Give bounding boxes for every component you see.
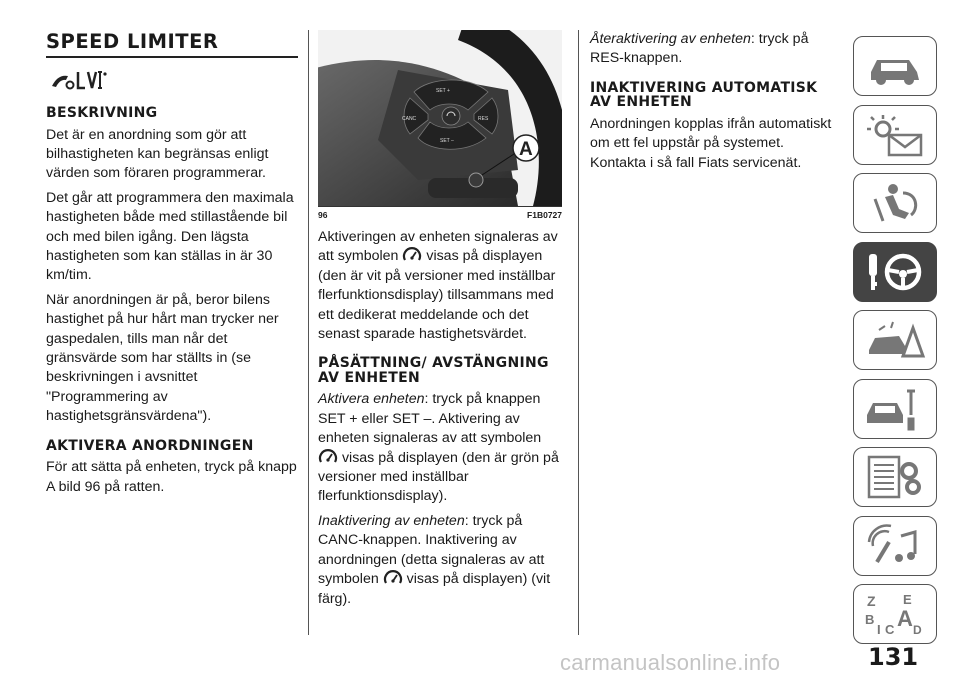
car-icon bbox=[863, 42, 927, 90]
emergency-icon bbox=[863, 316, 927, 364]
svg-text:Z: Z bbox=[867, 593, 876, 609]
svg-text:D: D bbox=[913, 623, 922, 637]
tab-multimedia[interactable] bbox=[853, 516, 937, 576]
inaktivering-enheten-paragraph bbox=[318, 512, 562, 609]
speed-limiter-icon bbox=[318, 449, 338, 465]
inaktivering-enheten-text: : tryck på CANC-knappen. Inaktivering av anordningen (detta signaleras av att symbolen bbox=[318, 512, 545, 588]
set-minus-label: SET – bbox=[440, 138, 454, 144]
svg-text:A: A bbox=[897, 606, 913, 631]
speed-limiter-icon bbox=[402, 247, 422, 263]
tab-starting-driving[interactable] bbox=[853, 242, 937, 302]
title-rule bbox=[46, 56, 298, 58]
tab-technical-data[interactable] bbox=[853, 447, 937, 507]
canc-label: CANC bbox=[402, 116, 417, 122]
svg-text:B: B bbox=[865, 612, 875, 627]
svg-text:E: E bbox=[903, 592, 912, 607]
indication-paragraph bbox=[318, 228, 562, 344]
page-number: 131 bbox=[868, 643, 919, 671]
speed-limiter-button-a bbox=[469, 173, 483, 187]
speed-limiter-icon bbox=[48, 66, 298, 94]
column-divider bbox=[578, 30, 579, 635]
column-middle bbox=[318, 30, 562, 614]
figure-number: 96 bbox=[318, 210, 328, 220]
car-service-icon bbox=[863, 385, 927, 433]
page-title: SPEED LIMITER bbox=[46, 30, 219, 53]
tab-emergency[interactable] bbox=[853, 310, 937, 370]
figure-caption bbox=[318, 207, 562, 228]
beskrivning-p2: Det går att programmera den maximala hastigheten både med stillastående bil och med bilen igång. Den lägsta hastigheten som kan ställas in är 30 km/tim. bbox=[46, 189, 294, 284]
warning-light-icon bbox=[863, 111, 927, 159]
callout-a-label: A bbox=[519, 139, 533, 160]
inaktivering-p1: Anordningen kopplas ifrån automatiskt om ett fel uppstår på systemet. Kontakta i så fall Fiats servicenät. bbox=[590, 115, 832, 171]
column-divider bbox=[308, 30, 309, 635]
inaktivering-enheten-label: Inaktivering av enheten bbox=[318, 512, 465, 529]
column-right bbox=[590, 30, 840, 178]
heading-pasattning: PÅSÄTTNING/ AVSTÄNGNING AV ENHETEN bbox=[318, 355, 549, 386]
speed-limiter-icon bbox=[383, 570, 403, 586]
ateraktivering-paragraph bbox=[590, 30, 840, 69]
multimedia-icon bbox=[863, 522, 927, 570]
indication-text-after: visas på displayen (den är vit på versioner med inställbar flerfunktionsdisplay) tillsammans med ett dedikerat meddelande och det senast sparade hastighetsvärdet. bbox=[318, 248, 556, 343]
key-steering-wheel-icon bbox=[863, 248, 927, 296]
seat-airbag-icon bbox=[863, 179, 927, 227]
index-icon bbox=[863, 590, 927, 638]
steering-wheel-figure bbox=[318, 30, 562, 206]
tab-index[interactable] bbox=[853, 584, 937, 644]
aktivera-enheten-after: visas på displayen (den är grön på versioner med inställbar flerfunktionsdisplay). bbox=[318, 449, 559, 505]
chapter-tabs bbox=[853, 36, 937, 653]
indication-text-before: Aktiveringen av enheten signaleras av att symbolen bbox=[318, 229, 558, 265]
heading-beskrivning: BESKRIVNING bbox=[46, 105, 158, 121]
inaktivering-enheten-after: visas på displayen) (vit färg). bbox=[318, 571, 551, 607]
aktivera-enheten-text: : tryck på knappen SET + eller SET –. Aktivering av enheten signaleras av att symbolen bbox=[318, 391, 542, 447]
ateraktivering-text: : tryck på RES-knappen. bbox=[590, 31, 809, 67]
res-label: RES bbox=[478, 116, 489, 122]
tab-safety[interactable] bbox=[853, 173, 937, 233]
svg-text:C: C bbox=[885, 622, 895, 637]
tab-car[interactable] bbox=[853, 36, 937, 96]
column-left bbox=[46, 30, 298, 502]
tab-warning-lights[interactable] bbox=[853, 105, 937, 165]
tab-maintenance[interactable] bbox=[853, 379, 937, 439]
set-plus-label: SET + bbox=[436, 88, 450, 94]
watermark: carmanualsonline.info bbox=[560, 650, 781, 675]
heading-inaktivering: INAKTIVERING AUTOMATISK AV ENHETEN bbox=[590, 79, 818, 111]
aktivera-enheten-paragraph bbox=[318, 390, 562, 506]
aktivera-enheten-label: Aktivera enheten bbox=[318, 391, 425, 408]
heading-aktivera: AKTIVERA ANORDNINGEN bbox=[46, 437, 254, 454]
figure-code: F1B0727 bbox=[527, 210, 562, 220]
specifications-icon bbox=[863, 453, 927, 501]
beskrivning-p1: Det är en anordning som gör att bilhastigheten kan begränsas enligt värden som föraren programmerar. bbox=[46, 126, 269, 182]
beskrivning-p3: När anordningen är på, beror bilens hastighet på hur hårt man trycker ner gaspedalen, tills man når det gränsvärde som har ställts in (se beskrivningen i avsnittet "Programmering av hastighetsgränsvärdena"). bbox=[46, 291, 279, 425]
ateraktivering-label: Återaktivering av enheten bbox=[590, 31, 751, 47]
aktivera-p1: För att sätta på enheten, tryck på knapp A bild 96 på ratten. bbox=[46, 459, 297, 495]
svg-text:I: I bbox=[877, 622, 881, 637]
